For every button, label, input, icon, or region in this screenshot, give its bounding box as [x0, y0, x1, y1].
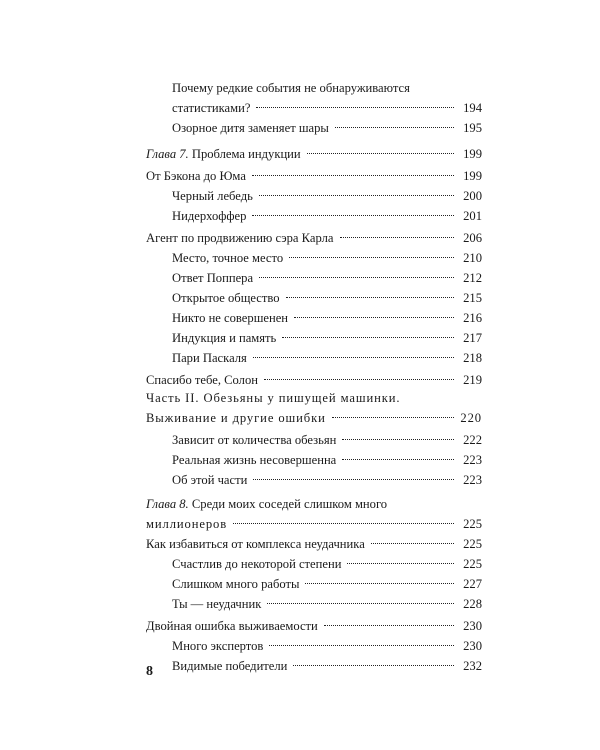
toc-row: [146, 514, 482, 534]
toc-label: [146, 228, 334, 248]
toc-entry-title: Агент по продвижению сэра Карла: [146, 231, 334, 245]
toc-row: [172, 594, 482, 614]
toc-row: [172, 248, 482, 268]
toc-page-number: 223: [463, 473, 482, 487]
toc-page-number: 199: [463, 147, 482, 161]
toc-entry: [172, 308, 482, 328]
toc-label: [146, 370, 258, 390]
toc-row: [146, 534, 482, 554]
toc-row: [146, 166, 482, 186]
dot-leader: [335, 127, 454, 128]
toc-page-number: 220: [460, 411, 482, 425]
toc-row: [172, 348, 482, 368]
toc-label: [146, 514, 227, 534]
dot-leader: [233, 523, 454, 524]
toc-page-number: 194: [463, 101, 482, 115]
part-title: Часть II. Обезьяны у пишущей машинки.: [146, 391, 401, 405]
toc-entry-title: Видимые победители: [172, 659, 288, 673]
dot-leader: [293, 665, 454, 666]
toc-entry: [146, 144, 482, 164]
toc-row: [172, 268, 482, 288]
toc-entry: [172, 636, 482, 656]
toc-row: [172, 308, 482, 328]
toc-entry: [172, 430, 482, 450]
toc-entry-title: Никто не совершенен: [172, 311, 289, 325]
toc-label: [172, 288, 280, 308]
toc-row: [172, 554, 482, 574]
toc-page-number: 228: [463, 597, 482, 611]
toc-entry-title: От Бэкона до Юма: [146, 169, 246, 183]
dot-leader: [256, 107, 454, 108]
toc-entry-title: Открытое общество: [172, 291, 280, 305]
toc-entry-title: Много экспертов: [172, 639, 264, 653]
dot-leader: [253, 479, 454, 480]
toc-row: [172, 288, 482, 308]
toc-row: [172, 98, 482, 118]
toc-row: [146, 616, 482, 636]
toc-page-number: 219: [463, 373, 482, 387]
toc-entry-title: Зависит от количества обезьян: [172, 433, 337, 447]
toc-entry-title-line2: статистиками?: [172, 101, 251, 115]
toc-row: [172, 186, 482, 206]
toc-page-number: 225: [463, 557, 482, 571]
toc-page-number: 223: [463, 453, 482, 467]
toc-entry: [172, 450, 482, 470]
toc-label: [146, 616, 318, 636]
toc-row: [146, 408, 482, 428]
toc-entry: [172, 328, 482, 348]
toc-page-number: 210: [463, 251, 482, 265]
toc-entry-title: Об этой части: [172, 473, 248, 487]
toc-page-number: 218: [463, 351, 482, 365]
toc-entry-title: Счастлив до некоторой степени: [172, 557, 342, 571]
toc-label: [172, 430, 336, 450]
toc-entry-title: Спасибо тебе, Солон: [146, 373, 258, 387]
toc-label: [146, 534, 365, 554]
chapter-title: Проблема индукции: [188, 147, 301, 161]
dot-leader: [324, 625, 454, 626]
toc-entry: [172, 118, 482, 138]
dot-leader: [305, 583, 454, 584]
dot-leader: [269, 645, 454, 646]
toc-label: [172, 348, 247, 368]
toc-page-number: 227: [463, 577, 482, 591]
dot-leader: [294, 317, 454, 318]
toc-entry: [146, 616, 482, 636]
toc-label: [146, 408, 326, 428]
toc-entry-title: Слишком много работы: [172, 577, 300, 591]
dot-leader: [342, 439, 454, 440]
toc-entry-title: Озорное дитя заменяет шары: [172, 121, 329, 135]
toc-entry-title: Ты — неудачник: [172, 597, 262, 611]
dot-leader: [286, 297, 454, 298]
toc-label: [172, 450, 336, 470]
toc-entry-title: Ответ Поппера: [172, 271, 254, 285]
toc-row: [172, 450, 482, 470]
toc-entry: [172, 248, 482, 268]
toc-label: [172, 594, 261, 614]
toc-page-number: 216: [463, 311, 482, 325]
dot-leader: [332, 417, 454, 418]
toc-entry-title: Двойная ошибка выживаемости: [146, 619, 318, 633]
toc-entry: [172, 574, 482, 594]
toc-entry: [172, 186, 482, 206]
toc-row: [172, 574, 482, 594]
toc-label: [172, 574, 299, 594]
toc-label: [172, 308, 288, 328]
toc-entry-title: Черный лебедь: [172, 189, 253, 203]
toc-page-number: 199: [463, 169, 482, 183]
toc-entry: [146, 494, 482, 534]
toc-entry: [146, 228, 482, 248]
dot-leader: [289, 257, 454, 258]
toc-page-number: 195: [463, 121, 482, 135]
toc-entry: [172, 594, 482, 614]
toc-label: [172, 248, 283, 268]
toc-entry: [146, 408, 482, 428]
toc-entry: [146, 534, 482, 554]
chapter-title-line1: [146, 494, 482, 514]
toc-row: [172, 656, 482, 676]
toc-entry: [172, 78, 482, 118]
dot-leader: [252, 175, 454, 176]
toc-page-number: 206: [463, 231, 482, 245]
toc-page-number: 200: [463, 189, 482, 203]
toc-label: [172, 554, 341, 574]
dot-leader: [267, 603, 454, 604]
toc-label: [172, 656, 287, 676]
page-number: 8: [146, 664, 153, 679]
toc-label: [172, 268, 253, 288]
toc-entry-title: Реальная жизнь несовершенна: [172, 453, 337, 467]
toc-entry: [172, 288, 482, 308]
toc-entry-title: Нидерхоффер: [172, 209, 247, 223]
toc-label: [146, 166, 246, 186]
toc-row: [172, 118, 482, 138]
dot-leader: [347, 563, 454, 564]
dot-leader: [282, 337, 454, 338]
toc-row: [146, 144, 482, 164]
toc-entry: [172, 268, 482, 288]
chapter-title: Среди моих соседей слишком много: [188, 497, 388, 511]
dot-leader: [259, 277, 454, 278]
toc-entry-title-line1: Почему редкие события не обнаруживаются: [172, 81, 410, 95]
toc-row: [146, 370, 482, 390]
toc-entry: [172, 348, 482, 368]
toc-entry: [172, 554, 482, 574]
toc-label: [172, 636, 263, 656]
toc-page-number: 215: [463, 291, 482, 305]
dot-leader: [252, 215, 454, 216]
toc-row: [172, 430, 482, 450]
toc-row: [172, 470, 482, 490]
toc-row: [172, 206, 482, 226]
toc-label: [172, 206, 246, 226]
toc-page-number: 201: [463, 209, 482, 223]
toc-entry: [172, 656, 482, 676]
chapter-prefix: Глава 8.: [146, 497, 189, 511]
toc-row: [172, 328, 482, 348]
toc-label: [172, 328, 276, 348]
toc-row: [146, 228, 482, 248]
toc-page-number: 230: [463, 619, 482, 633]
toc-page-number: 222: [463, 433, 482, 447]
dot-leader: [264, 379, 454, 380]
toc-row: [172, 636, 482, 656]
toc-entry: [146, 166, 482, 186]
toc-page-number: 212: [463, 271, 482, 285]
toc-entry: [146, 370, 482, 390]
dot-leader: [307, 153, 454, 154]
toc-page-number: 225: [463, 517, 482, 531]
toc-label: [172, 470, 247, 490]
toc-entry-title: Место, точное место: [172, 251, 284, 265]
chapter-title-line2: миллионеров: [146, 517, 228, 531]
toc-page-number: 217: [463, 331, 482, 345]
dot-leader: [253, 357, 454, 358]
toc-entry: [146, 388, 482, 408]
dot-leader: [259, 195, 454, 196]
toc-label: [172, 186, 253, 206]
toc-label: [146, 144, 301, 164]
toc-page-number: 232: [463, 659, 482, 673]
toc-entry-title: Индукция и память: [172, 331, 277, 345]
toc-page-number: 230: [463, 639, 482, 653]
dot-leader: [342, 459, 454, 460]
toc-entry: [172, 470, 482, 490]
toc-entry-title: Пари Паскаля: [172, 351, 247, 365]
toc-entry-title: Как избавиться от комплекса неудачника: [146, 537, 365, 551]
toc-label: [172, 98, 250, 118]
dot-leader: [371, 543, 454, 544]
toc-entry-title: Выживание и другие ошибки: [146, 411, 326, 425]
toc-label: [172, 118, 329, 138]
toc-page-number: 225: [463, 537, 482, 551]
dot-leader: [340, 237, 455, 238]
chapter-prefix: Глава 7.: [146, 147, 189, 161]
toc-entry: [172, 206, 482, 226]
